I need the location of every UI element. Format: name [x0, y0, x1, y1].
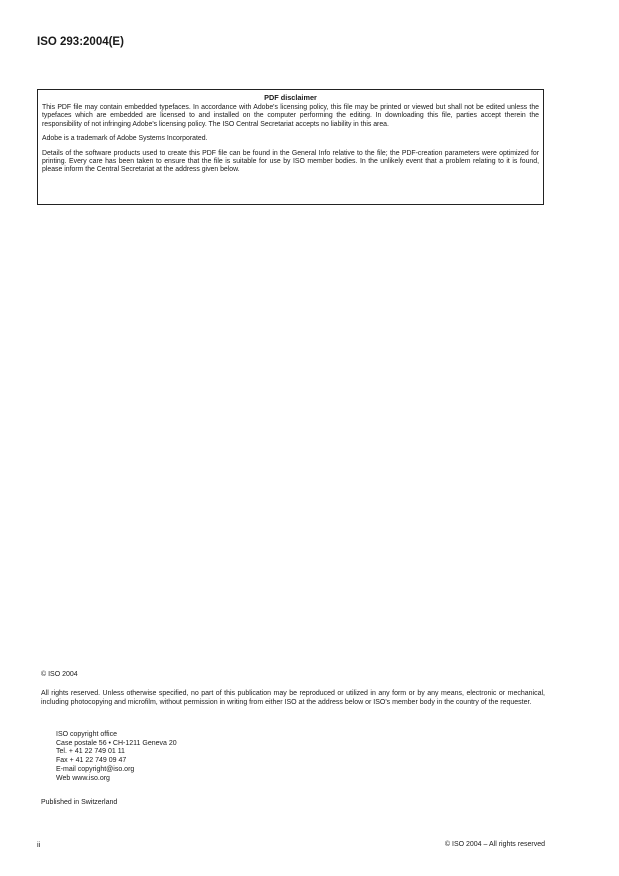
copyright-office-address: [56, 731, 177, 783]
address-telephone: Tel. + 41 22 749 01 11: [56, 748, 125, 756]
address-office-name: ISO copyright office: [56, 731, 117, 738]
address-postal: Case postale 56 • CH-1211 Geneva 20: [56, 739, 177, 747]
document-id: ISO 293:2004(E): [37, 36, 124, 48]
address-web: Web www.iso.org: [56, 774, 110, 782]
page-number: ii: [37, 840, 41, 849]
address-email: E-mail copyright@iso.org: [56, 765, 135, 773]
rights-statement: All rights reserved. Unless otherwise specified, no part of this publication may be reproduced or utilized in any form or by any means, electronic or mechanical, including photocopying and microfilm, without permission in writing from either ISO at the address below or ISO's member body in the country of the requester.: [41, 690, 545, 707]
copyright-line: © ISO 2004: [41, 671, 78, 678]
address-fax: Fax + 41 22 749 09 47: [56, 757, 127, 765]
published-location: Published in Switzerland: [41, 799, 118, 806]
disclaimer-paragraph-typefaces: This PDF file may contain embedded typefaces. In accordance with Adobe's licensing policy, this file may be printed or viewed but shall not be edited unless the typefaces which are embedded are licensed to and installed on the computer performing the editing. In downloading this file, parties accept therein the responsibility of not infringing Adobe's licensing policy. The ISO Central Secretariat accepts no liability in this area.: [42, 104, 539, 128]
disclaimer-paragraph-trademark: Adobe is a trademark of Adobe Systems Incorporated.: [42, 135, 208, 143]
disclaimer-paragraph-details: Details of the software products used to create this PDF file can be found in the General Info relative to the file; the PDF-creation parameters were optimized for printing. Every care has been taken to ensure that the file is suitable for use by ISO member bodies. In the unlikely event that a problem relating to it is found, please inform the Central Secretariat at the address given below.: [42, 149, 539, 174]
footer-copyright: © ISO 2004 – All rights reserved: [444, 841, 545, 848]
pdf-disclaimer-box: [37, 89, 544, 205]
disclaimer-title: PDF disclaimer: [264, 93, 317, 102]
